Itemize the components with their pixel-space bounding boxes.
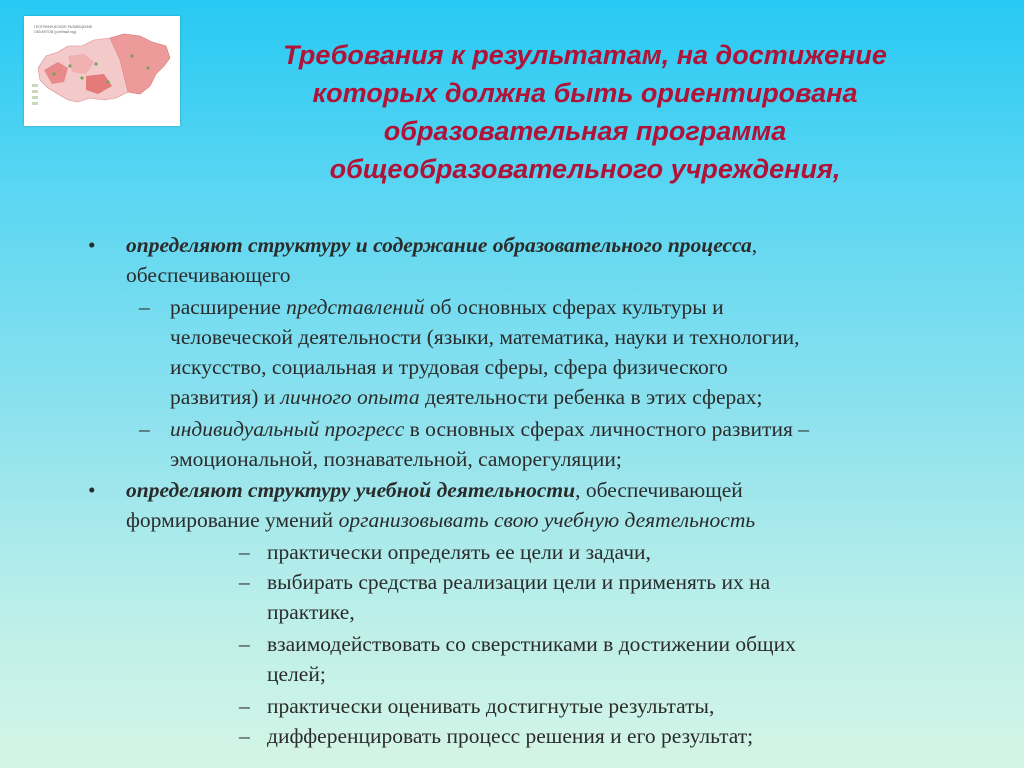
sub-1-line-1: расширение представлений об основных сферах культуры и (170, 295, 724, 319)
bullet-2-text-2: формирование умений организовывать свою учебную деятельность (126, 508, 756, 532)
bullet-2-text-1: определяют структуру учебной деятельности, обеспечивающей (126, 478, 743, 502)
dash-marker: – (239, 540, 250, 564)
title-line-3: образовательная программа (383, 116, 787, 146)
title-line-1: Требования к результатам, на достижение (283, 40, 887, 70)
dash-marker: – (239, 570, 250, 594)
sub-1-line-4: развития) и личного опыта деятельности ребенка в этих сферах; (170, 385, 763, 409)
dash-marker: – (139, 295, 150, 319)
sub-1-line-2: человеческой деятельности (языки, математика, науки и технологии, (170, 325, 800, 349)
sub-2-line-2: эмоциональной, познавательной, саморегуляции; (170, 447, 622, 471)
bullet-1-text-1: определяют структуру и содержание образовательного процесса, (126, 233, 758, 257)
map-caption-1: ГЕОГРАФИЧЕСКОЕ РАЗМЕЩЕНИЕ (34, 25, 93, 29)
sub-4-line-1: выбирать средства реализации цели и применять их на (267, 570, 771, 594)
title-line-2: которых должна быть ориентирована (312, 78, 858, 108)
dash-marker: – (139, 417, 150, 441)
bullet-1-text-2: обеспечивающего (126, 263, 291, 287)
sub-4-line-2: практике, (267, 600, 355, 624)
bullet-marker: • (88, 478, 96, 502)
map-caption-2: ОБЪЕКТОВ (учебный год) (34, 30, 77, 34)
bullet-marker: • (88, 233, 96, 257)
dash-marker: – (239, 694, 250, 718)
sub-3-line-1: практически определять ее цели и задачи, (267, 540, 651, 564)
sub-6-line-1: практически оценивать достигнутые результаты, (267, 694, 715, 718)
dash-marker: – (239, 632, 250, 656)
sub-7-line-1: дифференцировать процесс решения и его результат; (267, 724, 754, 748)
sub-5-line-1: взаимодействовать со сверстниками в достижении общих (267, 632, 796, 656)
sub-5-line-2: целей; (267, 662, 326, 686)
dash-marker: – (239, 724, 250, 748)
sub-2-line-1: индивидуальный прогресс в основных сферах личностного развития – (170, 417, 809, 441)
sub-1-line-3: искусство, социальная и трудовая сферы, сфера физического (170, 355, 728, 379)
title-line-4: общеобразовательного учреждения, (329, 154, 841, 184)
